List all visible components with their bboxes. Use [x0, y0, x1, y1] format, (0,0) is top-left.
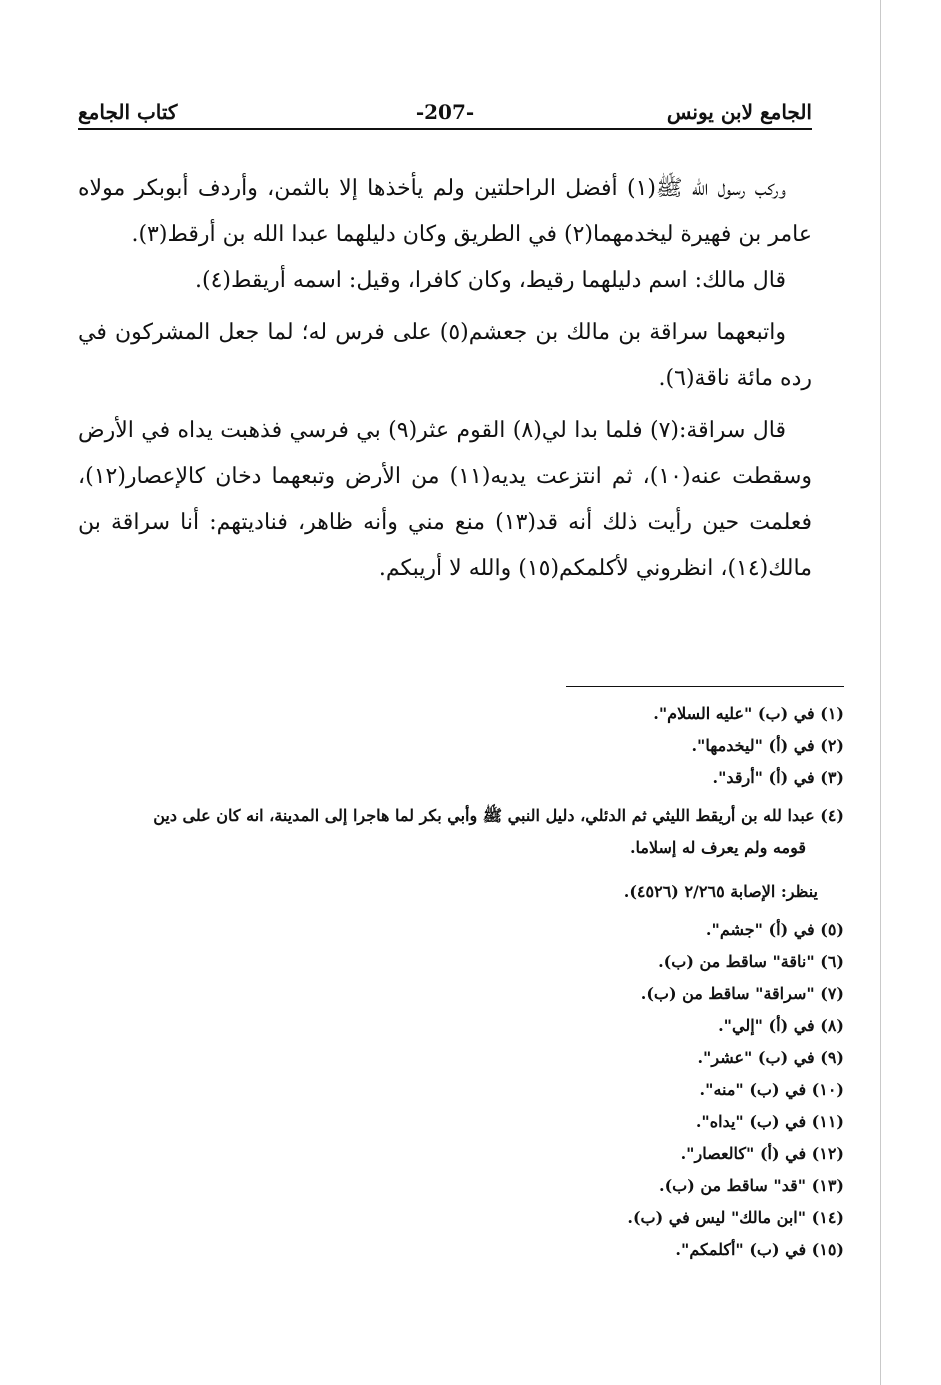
footnote-10: (١٠) في (ب) "منه".: [699, 1080, 844, 1099]
footnote-14: (١٤) "ابن مالك" ليس في (ب).: [627, 1208, 844, 1227]
footnote-12: (١٢) في (أ) "كالعصار".: [680, 1144, 844, 1163]
header-rule: [78, 128, 812, 130]
footnote-7: (٧) "سراقة" ساقط من (ب).: [640, 984, 844, 1003]
footnote-5: (٥) في (أ) "جشم".: [705, 920, 844, 939]
header-section-title: كتاب الجامع: [78, 100, 178, 124]
footnote-1: (١) في (ب) "عليه السلام".: [653, 704, 844, 723]
paragraph-2: قال مالك: اسم دليلهما رقيط، وكان كافرا، وقيل: اسمه أريقط(٤).: [195, 268, 786, 293]
footnote-4-line-1: (٤) عبدا لله بن أريقط الليثي ثم الدئلي، دليل النبي ﷺ وأبي بكر لما هاجرا إلى المدينة، انه كان على دين: [153, 806, 844, 825]
footnote-8: (٨) في (أ) "إلي".: [718, 1016, 844, 1035]
paragraph-4: قال سراقة:(٧) فلما بدا لي(٨) القوم عثر(٩) بي فرسي فذهبت يداه في الأرض وسقطت عنه(١٠)، ثم انتزعت يديه(١١) من الأرض وتبعهما دخان كالإعصار(١٢)، فعلمت حين رأيت ذلك أنه قد(١٣) منع مني وأنه ظاهر، فناديتهم: أنا سراقة بن مالك(١٤)، انظروني لأكلمكم(١٥) والله لا أريبكم.: [78, 418, 813, 581]
paragraph-1: وركب رسول الله ﷺ(١) أفضل الراحلتين ولم يأخذها إلا بالثمن، وأردف أبوبكر مولاه عامر بن فهيرة ليخدمهما(٢) في الطريق وكان دليلهما عبدا الله بن أرقط(٣).: [78, 176, 812, 247]
footnote-3: (٣) في (أ) "أرقد".: [712, 768, 844, 787]
footnote-9: (٩) في (ب) "عشر".: [697, 1048, 844, 1067]
page-edge-line: [880, 0, 881, 1385]
header-book-title: الجامع لابن يونس: [666, 100, 812, 124]
running-header: [78, 96, 812, 130]
paragraph-3: واتبعهما سراقة بن مالك بن جعشم(٥) على فرس له؛ لما جعل المشركون في رده مائة ناقة(٦).: [78, 320, 812, 391]
footnote-4-line-2: قومه ولم يعرف له إسلاما.: [629, 838, 806, 857]
footnotes: [74, 698, 844, 1266]
main-text: [78, 166, 812, 598]
page-number: -207-: [415, 100, 475, 124]
footnote-15: (١٥) في (ب) "أكلمكم".: [675, 1240, 844, 1259]
footnote-4-reference: ينظر: الإصابة ٢/٢٦٥ (٤٥٢٦).: [623, 882, 818, 901]
footnote-2: (٢) في (أ) "ليخدمها".: [691, 736, 844, 755]
footnote-6: (٦) "ناقة" ساقط من (ب).: [658, 952, 844, 971]
footnote-13: (١٣) "قد" ساقط من (ب).: [659, 1176, 844, 1195]
footnote-11: (١١) في (ب) "يداه".: [695, 1112, 844, 1131]
footnote-4: [74, 800, 844, 864]
footnote-separator: [566, 686, 844, 687]
